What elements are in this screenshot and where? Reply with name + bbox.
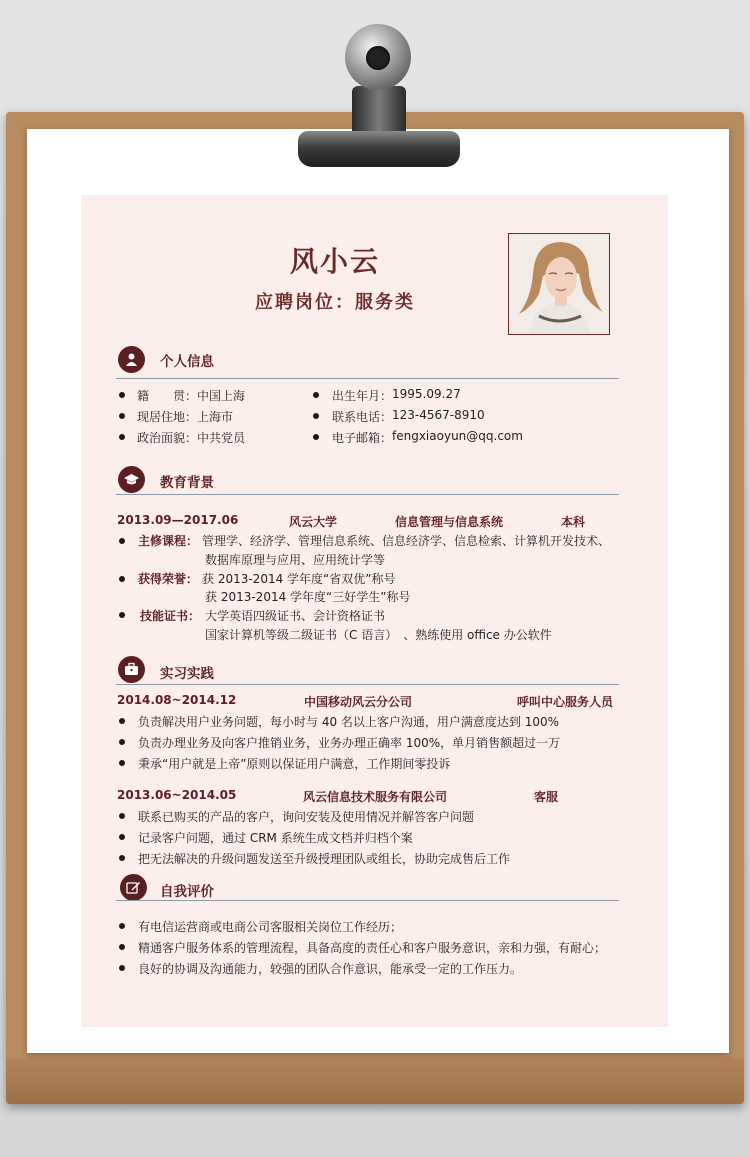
courses-label: 主修课程： [138, 534, 199, 548]
self-eval-item: 良好的协调及沟通能力，较强的团队合作意识，能承受一定的工作压力。 [138, 962, 523, 976]
edu-period: 2013.09—2017.06 [117, 513, 239, 527]
bullet [119, 739, 125, 745]
section-title-internship: 实习实践 [160, 666, 214, 682]
graduation-cap-icon [118, 466, 145, 493]
job-duty: 把无法解决的升级问题发送至升级授理团队或组长，协助完成售后工作 [138, 852, 511, 866]
certs-text: 国家计算机等级二级证书（C 语言） 、熟练使用 office 办公软件 [205, 628, 552, 642]
bullet [119, 392, 125, 398]
bullet [119, 944, 125, 950]
bullet [119, 576, 125, 582]
info-label: 联系电话： [332, 410, 393, 424]
info-value: 中国上海 [197, 389, 246, 403]
edu-major: 信息管理与信息系统 [395, 515, 504, 529]
job-title: 应聘岗位：服务类 [255, 292, 415, 313]
bullet [119, 834, 125, 840]
resume-name: 风小云 [289, 245, 380, 278]
section-title-self-eval: 自我评价 [160, 884, 214, 900]
bullet [119, 923, 125, 929]
job-duty: 记录客户问题，通过 CRM 系统生成文档并归档个案 [138, 831, 413, 845]
info-value: 上海市 [197, 410, 234, 424]
section-title-education: 教育背景 [160, 475, 214, 491]
honors-text: 获 2013-2014 学年度“省双优”称号 [202, 572, 396, 586]
info-value: fengxiaoyun@qq.com [392, 429, 523, 443]
bullet [119, 965, 125, 971]
honors-text: 获 2013-2014 学年度“三好学生”称号 [205, 590, 411, 604]
clip-base [298, 131, 460, 167]
self-eval-item: 有电信运营商或电商公司客服相关岗位工作经历； [138, 920, 403, 934]
section-title-personal: 个人信息 [160, 354, 214, 370]
job-period: 2014.08~2014.12 [117, 693, 237, 707]
user-icon [118, 346, 145, 373]
briefcase-icon [118, 656, 145, 683]
job-duty: 负责办理业务及向客户推销业务，业务办理正确率 100%，单月销售额超过一万 [138, 736, 561, 750]
job-duty: 秉承“用户就是上帝”原则以保证用户满意，工作期间零投诉 [138, 757, 451, 771]
section-divider [116, 494, 619, 495]
bullet [119, 718, 125, 724]
job-duty: 负责解决用户业务问题，每小时与 40 名以上客户沟通，用户满意度达到 100% [138, 715, 560, 729]
courses-text: 管理学、经济学、管理信息系统、信息经济学、信息检索、计算机开发技术、 [202, 534, 611, 548]
bullet [119, 413, 125, 419]
clip-hole [366, 46, 390, 70]
info-label: 籍 贯： [137, 389, 198, 403]
job-company: 中国移动风云分公司 [304, 695, 413, 709]
bullet [313, 413, 319, 419]
certs-text: 大学英语四级证书、会计资格证书 [205, 609, 386, 623]
portrait-image [509, 234, 609, 334]
clipboard-edge [6, 1058, 744, 1104]
info-value: 中共党员 [197, 431, 246, 445]
info-label: 政治面貌： [137, 431, 198, 445]
edu-school: 风云大学 [289, 515, 338, 529]
info-label: 出生年月： [332, 389, 393, 403]
bullet [119, 813, 125, 819]
bullet [119, 538, 125, 544]
bullet [119, 612, 125, 618]
job-duty: 联系已购买的产品的客户，询问安装及使用情况并解答客户问题 [138, 810, 475, 824]
job-role: 呼叫中心服务人员 [517, 695, 614, 709]
bullet [119, 434, 125, 440]
job-period: 2013.06~2014.05 [117, 788, 237, 802]
info-value: 1995.09.27 [392, 387, 461, 401]
honors-label: 获得荣誉： [138, 572, 199, 586]
edu-degree: 本科 [561, 515, 586, 529]
pencil-icon [120, 874, 147, 901]
bullet [313, 392, 319, 398]
info-label: 电子邮箱： [332, 431, 393, 445]
section-divider [116, 900, 619, 901]
section-divider [116, 378, 619, 379]
bullet [119, 855, 125, 861]
bullet [313, 434, 319, 440]
job-company: 风云信息技术服务有限公司 [303, 790, 448, 804]
info-value: 123-4567-8910 [392, 408, 485, 422]
certs-label: 技能证书： [140, 609, 201, 623]
job-role: 客服 [534, 790, 559, 804]
courses-text: 数据库原理与应用、应用统计学等 [205, 553, 386, 567]
section-divider [116, 684, 619, 685]
profile-photo [508, 233, 610, 335]
bullet [119, 760, 125, 766]
self-eval-item: 精通客户服务体系的管理流程，具备高度的责任心和客户服务意识，亲和力强，有耐心； [138, 941, 607, 955]
info-label: 现居住地： [137, 410, 198, 424]
